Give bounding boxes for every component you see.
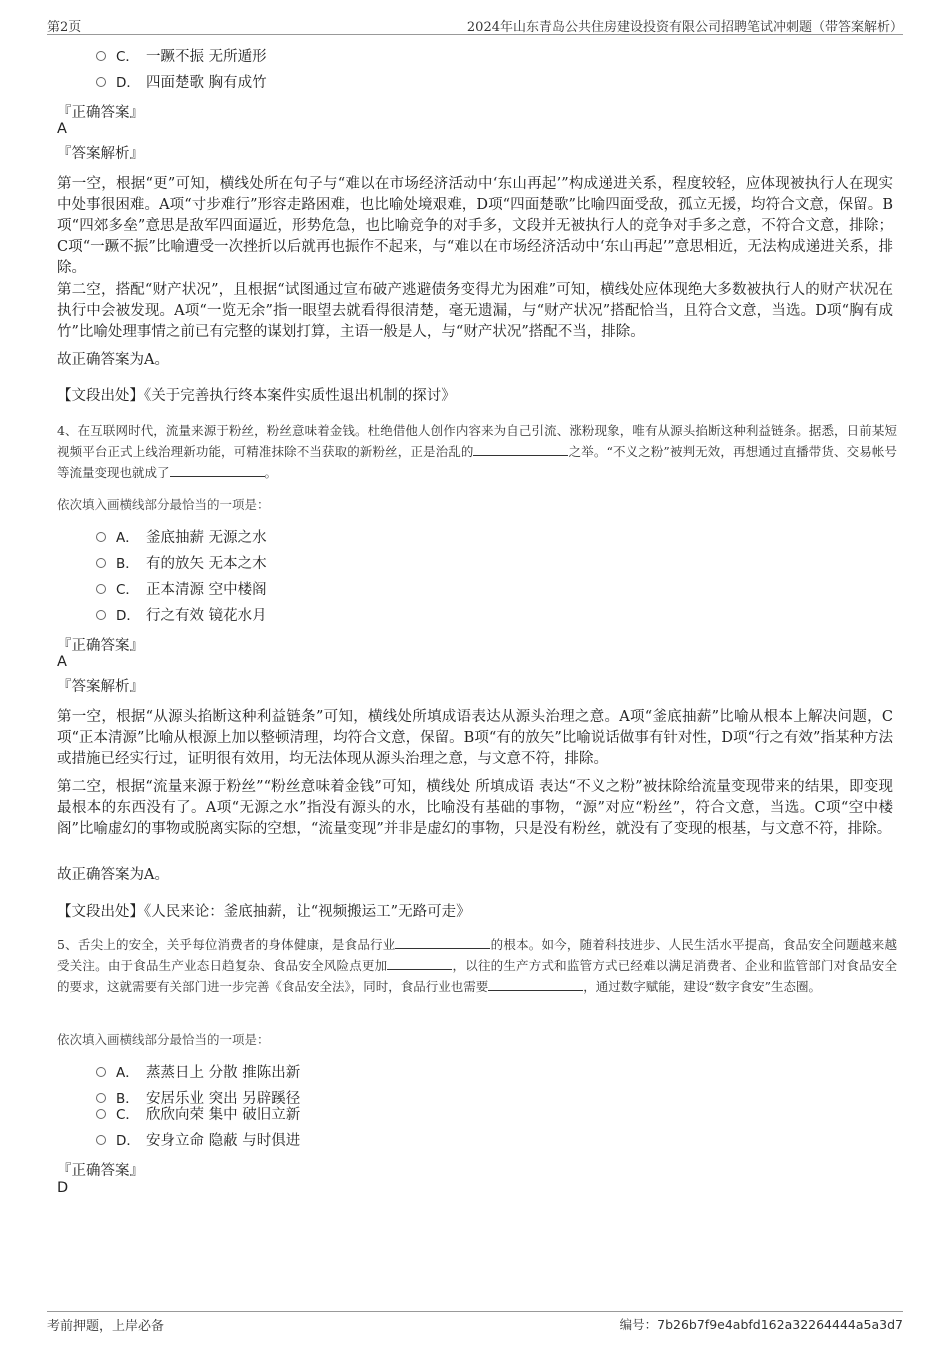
q5-option-a[interactable]: A． 蒸蒸日上 分散 推陈出新 [96, 1063, 300, 1083]
radio-icon[interactable] [96, 584, 106, 594]
q5-option-b[interactable]: B． 安居乐业 突出 另辟蹊径 [96, 1089, 300, 1109]
q4-stem: 4、在互联网时代，流量来源于粉丝，粉丝意味着金钱。杜绝借他人创作内容来为自己引流、涨粉现象，唯有从源头掐断这种利益链条。据悉，日前某短视频平台正式上线治理新功能，可精准抹除不当获取的新粉丝，正是治乱的 之举。“不义之粉”被判无效，再想通过直播带货、交易帐号等流量变现也就成了 。 [57, 423, 897, 480]
q5-stem: 5、舌尖上的安全，关乎每位消费者的身体健康，是食品行业 的根本。如今，随着科技进步、人民生活水平提高，食品安全问题越来越受关注。由于食品生产业态日趋复杂、食品安全风险点更加 ，以往的生产方式和监管方式已经难以满足消费者、企业和监管部门对食品安全的要求，这就需要有关部门进一步完善《食品安全法》，同时，食品行业也需要 ，通过数字赋能，建设“数字食安”生态圈。 [57, 937, 897, 994]
q4-conclusion: 故正确答案为A。 [57, 867, 169, 883]
q4-option-a[interactable]: A． 釜底抽薪 无源之水 [96, 528, 267, 548]
blank-line [170, 464, 265, 477]
radio-icon[interactable] [96, 77, 106, 87]
q3-option-d[interactable]: D． 四面楚歌 胸有成竹 [96, 73, 267, 93]
q5-answer: D [57, 1180, 69, 1196]
q5-prompt: 依次填入画横线部分最恰当的一项是： [57, 1032, 270, 1047]
radio-icon[interactable] [96, 610, 106, 620]
q4-option-c[interactable]: C． 正本清源 空中楼阁 [96, 580, 267, 600]
q4-analysis-label: 『答案解析』 [57, 679, 144, 695]
radio-icon[interactable] [96, 1093, 106, 1103]
page-footer [47, 1311, 903, 1334]
radio-icon[interactable] [96, 1067, 106, 1077]
radio-icon[interactable] [96, 532, 106, 542]
q5-answer-label: 『正确答案』 [57, 1163, 144, 1179]
q4-answer-label: 『正确答案』 [57, 638, 144, 654]
q4-option-d[interactable]: D． 行之有效 镜花水月 [96, 606, 267, 626]
q3-analysis-para2: 第二空，搭配“财产状况”，且根据“试图通过宣布破产逃避债务变得尤为困难”可知，横线处应体现绝大多数被执行人的财产状况在执行中会被发现。A项“一览无余”指一眼望去就看得很清楚，毫无遗漏，与“财产状况”搭配恰当，且符合文意，当选。D项“胸有成竹”比喻处理事情之前已有完整的谋划打算，主语一般是人，与“财产状况”搭配不当，排除。 [57, 282, 893, 340]
radio-icon[interactable] [96, 51, 106, 61]
q3-analysis-para1: 第一空，根据“更”可知，横线处所在句子与“难以在市场经济活动中‘东山再起’”构成递进关系，程度较轻，应体现被执行人在现实中处事很困难。A项“寸步难行”形容走路困难，也比喻处境艰难，D项“四面楚歌”比喻四面受敌，孤立无援，均符合文意，保留。B项“四郊多垒”意思是敌军四面逼近，形势危急，也比喻竞争的对手多，文段并无被执行人的竞争对手多之意，不符合文意，排除；C项“一蹶不振”比喻遭受一次挫折以后就再也振作不起来，与“难以在市场经济活动中‘东山再起’”意思相近，无法构成递进关系，排除。 [57, 176, 893, 276]
q3-source: 【文段出处】《关于完善执行终本案件实质性退出机制的探讨》 [57, 388, 456, 404]
q3-option-c[interactable]: C． 一蹶不振 无所遁形 [96, 47, 267, 67]
blank-line [387, 957, 452, 970]
radio-icon[interactable] [96, 558, 106, 568]
q3-conclusion: 故正确答案为A。 [57, 352, 169, 368]
page-header [47, 14, 903, 35]
radio-icon[interactable] [96, 1135, 106, 1145]
q4-analysis-para2: 第二空，根据“流量来源于粉丝”“粉丝意味着金钱”可知，横线处 所填成语 表达“不义之粉”被抹除给流量变现带来的结果，即变现最根本的东西没有了。A项“无源之水”指没有源头的水，比喻没有基础的事物，“源”对应“粉丝”，符合文意，当选。C项“空中楼阁”比喻虚幻的事物或脱离实际的空想，“流量变现”并非是虚幻的事物，只是没有粉丝，就没有了变现的根基，与文意不符，排除。 [57, 779, 893, 837]
document-title: 2024年山东青岛公共住房建设投资有限公司招聘笔试冲刺题（带答案解析） [466, 20, 903, 35]
q4-prompt: 依次填入画横线部分最恰当的一项是： [57, 497, 270, 512]
radio-icon[interactable] [96, 1109, 106, 1119]
q4-answer: A [57, 654, 67, 670]
page-number: 第2页 [47, 20, 82, 35]
blank-line [473, 443, 568, 456]
q5-option-c[interactable]: C． 欣欣向荣 集中 破旧立新 [96, 1105, 300, 1125]
blank-line [395, 936, 490, 949]
q3-answer-label: 『正确答案』 [57, 105, 144, 121]
footer-slogan: 考前押题，上岸必备 [47, 1319, 165, 1334]
blank-line [488, 978, 583, 991]
document-id: 编号：7b26b7f9e4abfd162a32264444a5a3d7 [619, 1317, 903, 1332]
q3-answer: A [57, 121, 67, 137]
q5-option-d[interactable]: D． 安身立命 隐蔽 与时俱进 [96, 1131, 300, 1151]
q4-option-b[interactable]: B． 有的放矢 无本之木 [96, 554, 267, 574]
q4-analysis-para1: 第一空，根据“从源头掐断这种利益链条”可知，横线处所填成语表达从源头治理之意。A项“釜底抽薪”比喻从根本上解决问题，C项“正本清源”比喻从根源上加以整顿清理，均符合文意，保留。B项“有的放矢”比喻说话做事有针对性，D项“行之有效”指某种方法或措施已经实行过，证明很有效用，均无法体现从源头治理之意，与文意不符，排除。 [57, 709, 893, 767]
q3-analysis-label: 『答案解析』 [57, 146, 144, 162]
q4-source: 【文段出处】《人民来论：釜底抽薪，让“视频搬运工”无路可走》 [57, 904, 471, 920]
